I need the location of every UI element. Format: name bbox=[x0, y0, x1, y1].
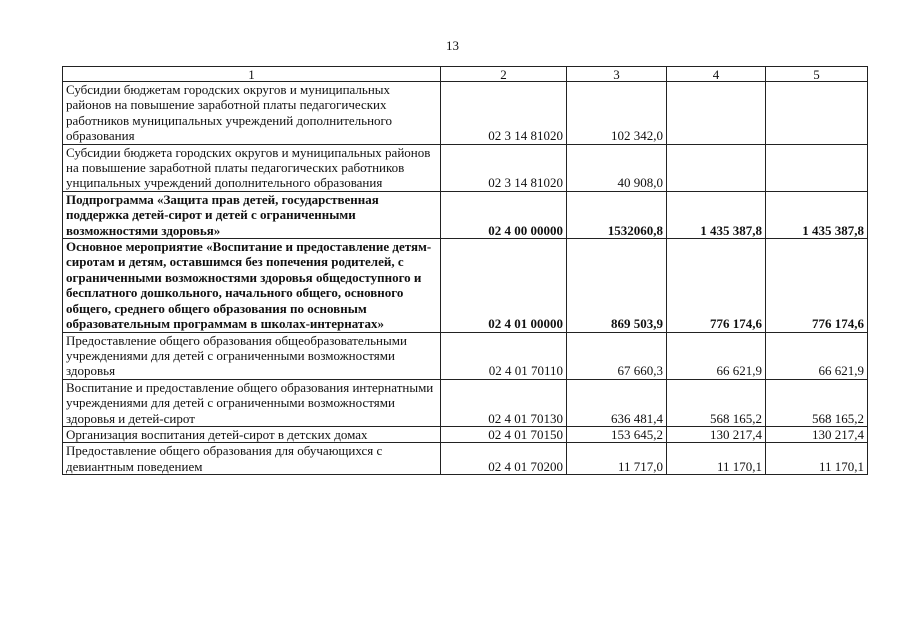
budget-table bbox=[62, 66, 868, 475]
row-value-3: 40 908,0 bbox=[567, 144, 667, 191]
row-code: 02 4 01 70110 bbox=[441, 332, 567, 379]
row-value-3: 1532060,8 bbox=[567, 191, 667, 238]
row-value-3: 636 481,4 bbox=[567, 379, 667, 426]
row-value-3: 869 503,9 bbox=[567, 239, 667, 332]
row-value-5: 1 435 387,8 bbox=[766, 191, 868, 238]
row-value-5 bbox=[766, 82, 868, 145]
table-row bbox=[63, 82, 868, 145]
row-value-3: 11 717,0 bbox=[567, 443, 667, 475]
row-code: 02 4 01 00000 bbox=[441, 239, 567, 332]
table-row bbox=[63, 379, 868, 426]
column-header: 3 bbox=[567, 67, 667, 82]
row-value-5: 568 165,2 bbox=[766, 379, 868, 426]
row-description: Предоставление общего образования для обучающихся с девиантным поведением bbox=[63, 443, 441, 475]
row-description: Подпрограмма «Защита прав детей, государственная поддержка детей-сирот и детей с ограниченными возможностями здоровья» bbox=[63, 191, 441, 238]
row-description: Воспитание и предоставление общего образования интернатными учреждениями для детей с ограниченными возможностями здоровья и детей-сирот bbox=[63, 379, 441, 426]
table-row bbox=[63, 191, 868, 238]
row-code: 02 3 14 81020 bbox=[441, 144, 567, 191]
row-value-5: 130 217,4 bbox=[766, 426, 868, 442]
column-header: 5 bbox=[766, 67, 868, 82]
column-header: 1 bbox=[63, 67, 441, 82]
row-value-4: 1 435 387,8 bbox=[667, 191, 766, 238]
row-description: Организация воспитания детей-сирот в детских домах bbox=[63, 426, 441, 442]
table-row bbox=[63, 144, 868, 191]
row-description: Предоставление общего образования общеобразовательными учреждениями для детей с ограниченными возможностями здоровья bbox=[63, 332, 441, 379]
page-number: 13 bbox=[446, 38, 459, 53]
row-code: 02 4 01 70130 bbox=[441, 379, 567, 426]
row-value-5: 776 174,6 bbox=[766, 239, 868, 332]
table-header-row bbox=[63, 67, 868, 82]
row-value-4: 130 217,4 bbox=[667, 426, 766, 442]
row-code: 02 4 01 70150 bbox=[441, 426, 567, 442]
row-value-4 bbox=[667, 82, 766, 145]
table-row bbox=[63, 443, 868, 475]
column-header: 2 bbox=[441, 67, 567, 82]
row-code: 02 4 00 00000 bbox=[441, 191, 567, 238]
row-value-3: 102 342,0 bbox=[567, 82, 667, 145]
table-row bbox=[63, 332, 868, 379]
row-value-5: 11 170,1 bbox=[766, 443, 868, 475]
row-description: Основное мероприятие «Воспитание и предоставление детям-сиротам и детям, оставшимся без попечения родителей, с ограниченными возможностями здоровья общедоступного и бесплатного дошкольного, начального общего, основного общего, среднего общего образования по основным образовательным программам в школах-интернатах» bbox=[63, 239, 441, 332]
row-value-4: 776 174,6 bbox=[667, 239, 766, 332]
row-code: 02 3 14 81020 bbox=[441, 82, 567, 145]
row-value-4: 66 621,9 bbox=[667, 332, 766, 379]
row-description: Субсидии бюджетам городских округов и муниципальных районов на повышение заработной платы педагогических работников муниципальных учреждений дополнительного образования bbox=[63, 82, 441, 145]
table-row bbox=[63, 426, 868, 442]
row-value-4: 11 170,1 bbox=[667, 443, 766, 475]
row-code: 02 4 01 70200 bbox=[441, 443, 567, 475]
column-header: 4 bbox=[667, 67, 766, 82]
row-value-4: 568 165,2 bbox=[667, 379, 766, 426]
row-value-5 bbox=[766, 144, 868, 191]
row-value-3: 153 645,2 bbox=[567, 426, 667, 442]
row-description: Субсидии бюджета городских округов и муниципальных районов на повышение заработной платы педагогических работников унципальных учреждений дополнительного образования bbox=[63, 144, 441, 191]
row-value-3: 67 660,3 bbox=[567, 332, 667, 379]
table-row bbox=[63, 239, 868, 332]
row-value-5: 66 621,9 bbox=[766, 332, 868, 379]
row-value-4 bbox=[667, 144, 766, 191]
